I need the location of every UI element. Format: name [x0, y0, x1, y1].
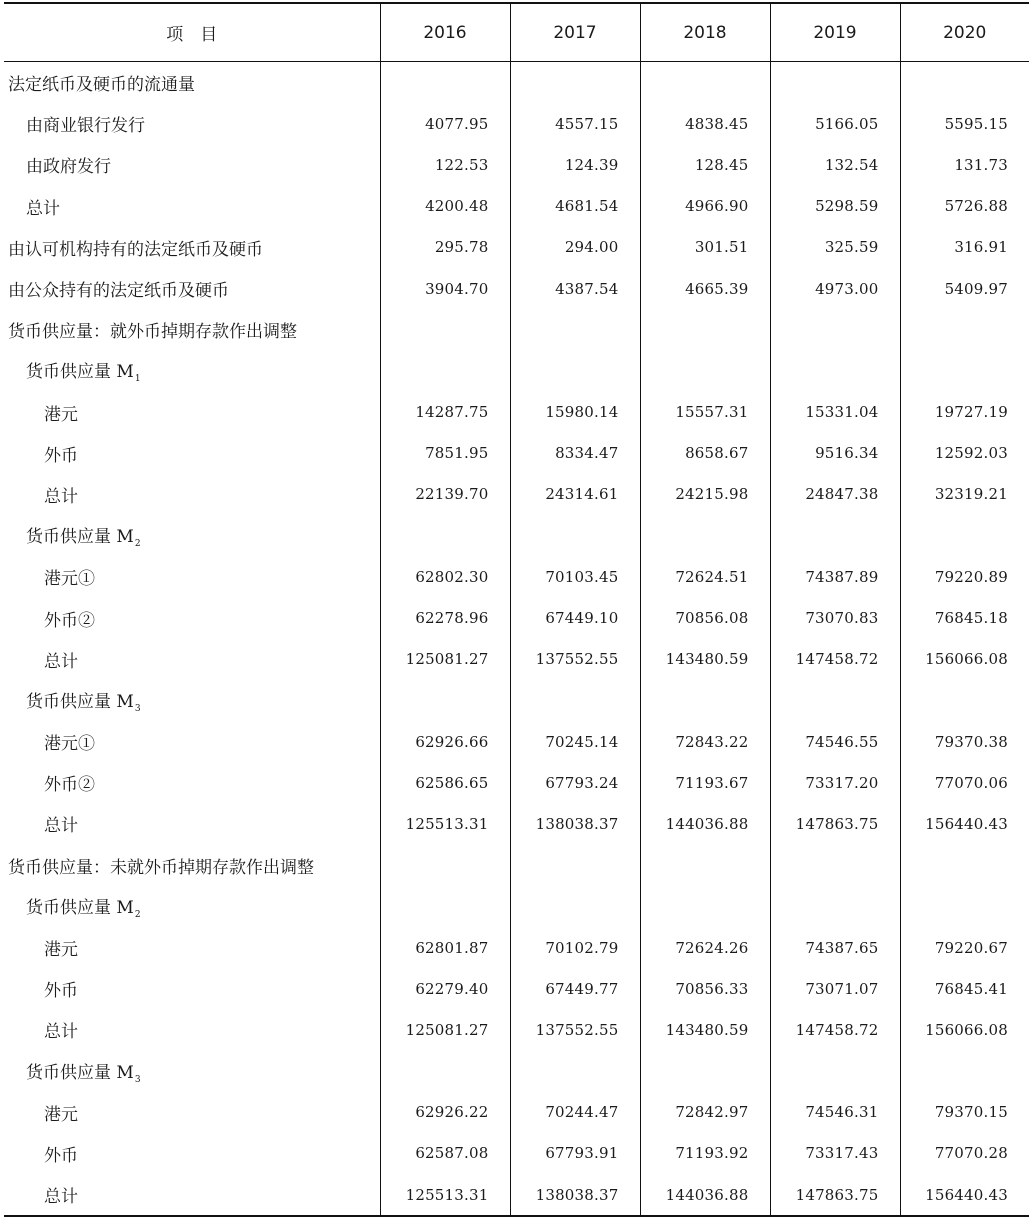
row-label [4, 433, 380, 474]
row-label [4, 927, 380, 968]
row-label-text: 货币供应量 M [26, 362, 134, 383]
table-row [4, 309, 1029, 350]
value-cell-2016: 62926.22 [380, 1092, 510, 1133]
value-cell-2016: 3904.70 [380, 268, 510, 309]
row-label [4, 803, 380, 844]
row-label-text: 总计 [44, 816, 78, 837]
value-cell-2017: 4557.15 [510, 103, 640, 144]
table-row [4, 927, 1029, 968]
table-row [4, 1092, 1029, 1133]
value-cell-2020 [900, 845, 1029, 886]
value-cell-2016: 125513.31 [380, 1174, 510, 1216]
table-row [4, 762, 1029, 803]
value-cell-2019: 73071.07 [770, 968, 900, 1009]
table-body [4, 62, 1029, 1217]
value-cell-2018 [640, 1051, 770, 1092]
row-label [4, 639, 380, 680]
row-label-text: 外币 [44, 981, 78, 1002]
header-row [4, 3, 1029, 62]
value-cell-2017: 124.39 [510, 144, 640, 185]
value-cell-2018: 15557.31 [640, 392, 770, 433]
value-cell-2020: 156440.43 [900, 1174, 1029, 1216]
value-cell-2017: 138038.37 [510, 1174, 640, 1216]
row-label-text: 港元 [44, 1104, 78, 1125]
row-label [4, 1092, 380, 1133]
value-cell-2016: 62802.30 [380, 556, 510, 597]
table-row [4, 968, 1029, 1009]
row-label [4, 186, 380, 227]
value-cell-2019 [770, 1051, 900, 1092]
header-year-2018: 2018 [640, 3, 770, 62]
row-label-text: 货币供应量：未就外币掉期存款作出调整 [8, 857, 314, 878]
value-cell-2019: 147863.75 [770, 803, 900, 844]
header-year-2017: 2017 [510, 3, 640, 62]
value-cell-2018: 71193.67 [640, 762, 770, 803]
row-label [4, 309, 380, 350]
value-cell-2016: 4077.95 [380, 103, 510, 144]
value-cell-2018 [640, 350, 770, 391]
money-supply-table [4, 2, 1029, 1217]
row-label-text: 外币 [44, 1145, 78, 1166]
value-cell-2020: 76845.41 [900, 968, 1029, 1009]
value-cell-2018: 4838.45 [640, 103, 770, 144]
value-cell-2018: 144036.88 [640, 1174, 770, 1216]
value-cell-2020: 19727.19 [900, 392, 1029, 433]
value-cell-2016 [380, 680, 510, 721]
table-row [4, 103, 1029, 144]
value-cell-2018: 8658.67 [640, 433, 770, 474]
row-label [4, 350, 380, 391]
value-cell-2017: 67793.91 [510, 1133, 640, 1174]
value-cell-2017 [510, 309, 640, 350]
value-cell-2017: 138038.37 [510, 803, 640, 844]
table-row [4, 433, 1029, 474]
table-row [4, 803, 1029, 844]
table-row [4, 597, 1029, 638]
value-cell-2018: 72624.26 [640, 927, 770, 968]
row-label-text: 货币供应量 M [26, 1062, 134, 1083]
row-label [4, 392, 380, 433]
header-item: 项 目 [4, 3, 380, 62]
row-label-text: 货币供应量 M [26, 897, 134, 918]
value-cell-2016 [380, 886, 510, 927]
row-label-text: 由公众持有的法定纸币及硬币 [8, 281, 229, 302]
row-label-text: 总计 [26, 198, 60, 219]
table-row [4, 1051, 1029, 1092]
value-cell-2017: 8334.47 [510, 433, 640, 474]
value-cell-2016: 22139.70 [380, 474, 510, 515]
value-cell-2020: 131.73 [900, 144, 1029, 185]
value-cell-2019: 5298.59 [770, 186, 900, 227]
row-label [4, 556, 380, 597]
header-year-2020: 2020 [900, 3, 1029, 62]
value-cell-2016: 62926.66 [380, 721, 510, 762]
table-row [4, 474, 1029, 515]
value-cell-2017: 294.00 [510, 227, 640, 268]
value-cell-2016: 62278.96 [380, 597, 510, 638]
value-cell-2020: 77070.28 [900, 1133, 1029, 1174]
row-label-text: 港元 [44, 404, 78, 425]
value-cell-2018: 143480.59 [640, 1009, 770, 1050]
value-cell-2020 [900, 350, 1029, 391]
row-label-text: 货币供应量 M [26, 527, 134, 548]
table-row [4, 350, 1029, 391]
table-row [4, 515, 1029, 556]
value-cell-2020: 5726.88 [900, 186, 1029, 227]
value-cell-2017 [510, 845, 640, 886]
value-cell-2019: 147863.75 [770, 1174, 900, 1216]
value-cell-2019: 9516.34 [770, 433, 900, 474]
value-cell-2017: 70245.14 [510, 721, 640, 762]
value-cell-2019 [770, 515, 900, 556]
value-cell-2018: 70856.33 [640, 968, 770, 1009]
row-label-text: 由政府发行 [26, 157, 111, 178]
value-cell-2017: 137552.55 [510, 1009, 640, 1050]
value-cell-2019: 73317.43 [770, 1133, 900, 1174]
row-label-subscript: 1 [134, 374, 141, 385]
value-cell-2019: 325.59 [770, 227, 900, 268]
row-label [4, 62, 380, 104]
row-label [4, 968, 380, 1009]
value-cell-2020: 79220.89 [900, 556, 1029, 597]
value-cell-2019: 4973.00 [770, 268, 900, 309]
value-cell-2020 [900, 62, 1029, 104]
value-cell-2017: 137552.55 [510, 639, 640, 680]
row-label-subscript: 3 [134, 1074, 141, 1085]
value-cell-2017 [510, 886, 640, 927]
value-cell-2019 [770, 680, 900, 721]
value-cell-2017: 67793.24 [510, 762, 640, 803]
table-row [4, 1133, 1029, 1174]
value-cell-2018 [640, 886, 770, 927]
value-cell-2019: 73070.83 [770, 597, 900, 638]
value-cell-2016: 62587.08 [380, 1133, 510, 1174]
row-label-text: 港元① [44, 734, 95, 755]
value-cell-2017: 4681.54 [510, 186, 640, 227]
row-label [4, 597, 380, 638]
value-cell-2018: 128.45 [640, 144, 770, 185]
value-cell-2016 [380, 515, 510, 556]
value-cell-2017: 24314.61 [510, 474, 640, 515]
row-label-subscript: 2 [134, 909, 141, 920]
row-label [4, 515, 380, 556]
value-cell-2019: 24847.38 [770, 474, 900, 515]
table-row [4, 845, 1029, 886]
row-label-text: 货币供应量 M [26, 691, 134, 712]
value-cell-2019: 147458.72 [770, 1009, 900, 1050]
value-cell-2019 [770, 309, 900, 350]
row-label-text: 由商业银行发行 [26, 116, 145, 137]
row-label-text: 港元① [44, 569, 95, 590]
row-label-text: 外币② [44, 775, 95, 796]
row-label-text: 外币 [44, 445, 78, 466]
row-label [4, 762, 380, 803]
row-label-text: 法定纸币及硬币的流通量 [8, 75, 195, 96]
value-cell-2016: 122.53 [380, 144, 510, 185]
row-label [4, 1009, 380, 1050]
value-cell-2019: 74387.65 [770, 927, 900, 968]
value-cell-2020 [900, 515, 1029, 556]
value-cell-2016: 62801.87 [380, 927, 510, 968]
value-cell-2017: 67449.77 [510, 968, 640, 1009]
row-label [4, 680, 380, 721]
table-row [4, 62, 1029, 104]
value-cell-2017 [510, 515, 640, 556]
value-cell-2019: 132.54 [770, 144, 900, 185]
value-cell-2020 [900, 886, 1029, 927]
row-label [4, 268, 380, 309]
value-cell-2020: 32319.21 [900, 474, 1029, 515]
value-cell-2020: 79370.38 [900, 721, 1029, 762]
value-cell-2017: 70102.79 [510, 927, 640, 968]
row-label [4, 1174, 380, 1216]
value-cell-2019: 74546.55 [770, 721, 900, 762]
value-cell-2018: 71193.92 [640, 1133, 770, 1174]
value-cell-2020: 156066.08 [900, 1009, 1029, 1050]
value-cell-2016 [380, 309, 510, 350]
value-cell-2016: 4200.48 [380, 186, 510, 227]
row-label-text: 港元 [44, 940, 78, 961]
value-cell-2018 [640, 62, 770, 104]
value-cell-2016: 14287.75 [380, 392, 510, 433]
value-cell-2016: 62279.40 [380, 968, 510, 1009]
value-cell-2018: 70856.08 [640, 597, 770, 638]
row-label [4, 144, 380, 185]
table-row [4, 721, 1029, 762]
value-cell-2017: 70103.45 [510, 556, 640, 597]
header-year-2019: 2019 [770, 3, 900, 62]
value-cell-2018 [640, 515, 770, 556]
row-label [4, 1051, 380, 1092]
value-cell-2019: 5166.05 [770, 103, 900, 144]
table-row [4, 227, 1029, 268]
value-cell-2016 [380, 1051, 510, 1092]
value-cell-2017: 15980.14 [510, 392, 640, 433]
row-label-text: 外币② [44, 610, 95, 631]
header-year-2016: 2016 [380, 3, 510, 62]
value-cell-2018: 72843.22 [640, 721, 770, 762]
row-label-text: 总计 [44, 651, 78, 672]
value-cell-2016: 125513.31 [380, 803, 510, 844]
value-cell-2018: 72624.51 [640, 556, 770, 597]
row-label [4, 1133, 380, 1174]
row-label [4, 103, 380, 144]
value-cell-2019: 74387.89 [770, 556, 900, 597]
table-row [4, 556, 1029, 597]
value-cell-2017 [510, 62, 640, 104]
row-label-text: 总计 [44, 1187, 78, 1208]
value-cell-2017: 4387.54 [510, 268, 640, 309]
table-row [4, 392, 1029, 433]
row-label-subscript: 2 [134, 539, 141, 550]
row-label [4, 845, 380, 886]
value-cell-2016 [380, 845, 510, 886]
table-header [4, 3, 1029, 62]
row-label-subscript: 3 [134, 703, 141, 714]
value-cell-2019 [770, 350, 900, 391]
value-cell-2018: 144036.88 [640, 803, 770, 844]
value-cell-2018: 143480.59 [640, 639, 770, 680]
value-cell-2020: 156440.43 [900, 803, 1029, 844]
value-cell-2020: 76845.18 [900, 597, 1029, 638]
row-label-text: 总计 [44, 1022, 78, 1043]
value-cell-2017 [510, 1051, 640, 1092]
value-cell-2020 [900, 1051, 1029, 1092]
value-cell-2016 [380, 62, 510, 104]
table-row [4, 268, 1029, 309]
value-cell-2018: 24215.98 [640, 474, 770, 515]
value-cell-2020 [900, 309, 1029, 350]
value-cell-2019: 73317.20 [770, 762, 900, 803]
table-row [4, 639, 1029, 680]
value-cell-2020: 5409.97 [900, 268, 1029, 309]
value-cell-2019: 147458.72 [770, 639, 900, 680]
table-row [4, 886, 1029, 927]
value-cell-2018: 4665.39 [640, 268, 770, 309]
table-row [4, 680, 1029, 721]
value-cell-2016: 125081.27 [380, 1009, 510, 1050]
value-cell-2016: 7851.95 [380, 433, 510, 474]
value-cell-2019 [770, 845, 900, 886]
value-cell-2019: 15331.04 [770, 392, 900, 433]
value-cell-2020: 156066.08 [900, 639, 1029, 680]
value-cell-2017 [510, 680, 640, 721]
money-supply-table-container [4, 2, 1029, 1217]
value-cell-2016: 62586.65 [380, 762, 510, 803]
value-cell-2018 [640, 309, 770, 350]
value-cell-2020: 12592.03 [900, 433, 1029, 474]
value-cell-2020 [900, 680, 1029, 721]
value-cell-2017: 67449.10 [510, 597, 640, 638]
value-cell-2020: 79220.67 [900, 927, 1029, 968]
value-cell-2016 [380, 350, 510, 391]
value-cell-2019 [770, 886, 900, 927]
value-cell-2018 [640, 845, 770, 886]
value-cell-2018 [640, 680, 770, 721]
row-label-text: 总计 [44, 486, 78, 507]
value-cell-2020: 5595.15 [900, 103, 1029, 144]
row-label [4, 474, 380, 515]
table-row [4, 144, 1029, 185]
table-row [4, 1174, 1029, 1216]
value-cell-2016: 125081.27 [380, 639, 510, 680]
row-label [4, 721, 380, 762]
value-cell-2019 [770, 62, 900, 104]
table-row [4, 186, 1029, 227]
value-cell-2020: 79370.15 [900, 1092, 1029, 1133]
row-label-text: 由认可机构持有的法定纸币及硬币 [8, 239, 263, 260]
value-cell-2016: 295.78 [380, 227, 510, 268]
value-cell-2019: 74546.31 [770, 1092, 900, 1133]
table-row [4, 1009, 1029, 1050]
value-cell-2017 [510, 350, 640, 391]
value-cell-2018: 72842.97 [640, 1092, 770, 1133]
value-cell-2020: 316.91 [900, 227, 1029, 268]
value-cell-2018: 301.51 [640, 227, 770, 268]
row-label [4, 227, 380, 268]
value-cell-2018: 4966.90 [640, 186, 770, 227]
row-label [4, 886, 380, 927]
row-label-text: 货币供应量：就外币掉期存款作出调整 [8, 322, 297, 343]
value-cell-2020: 77070.06 [900, 762, 1029, 803]
value-cell-2017: 70244.47 [510, 1092, 640, 1133]
